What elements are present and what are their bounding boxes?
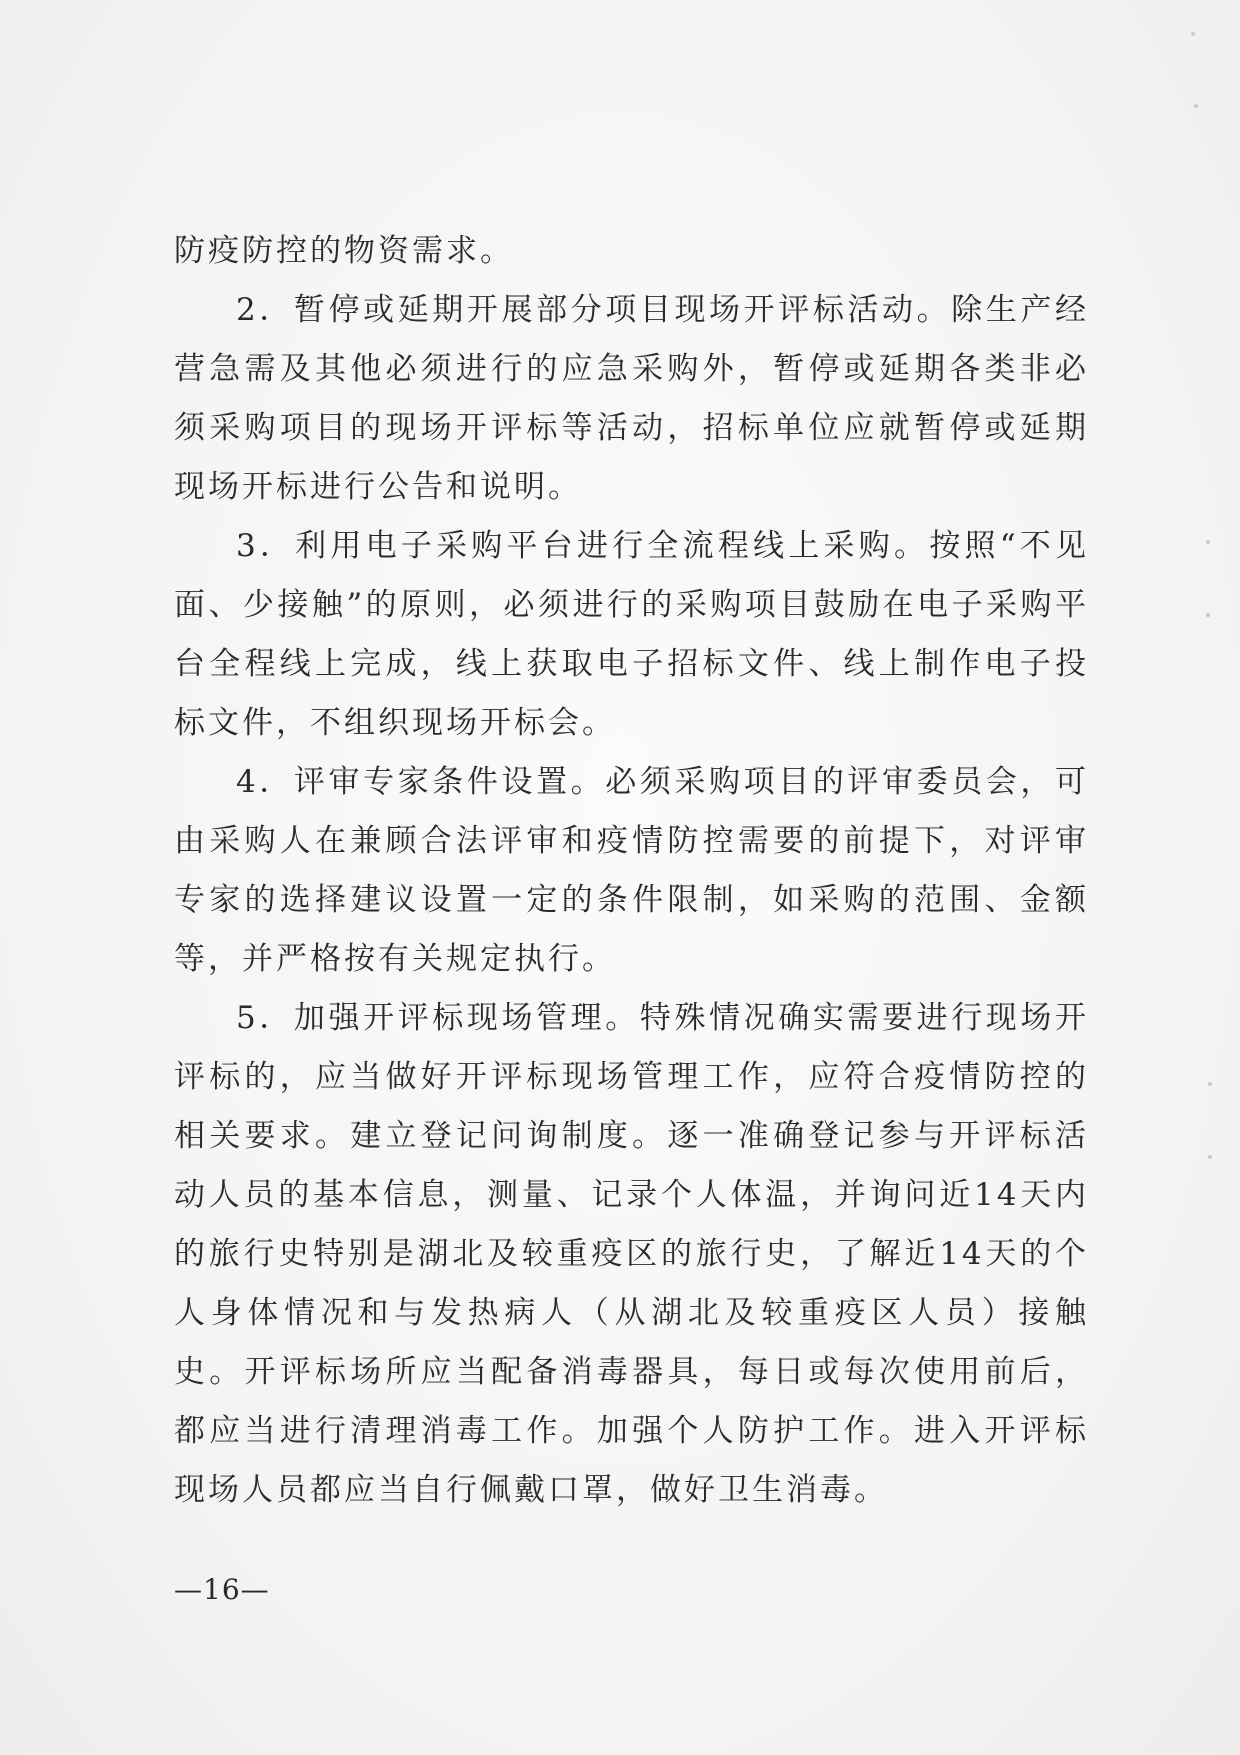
document-body xyxy=(174,222,1089,1520)
paragraph-continuation: 防疫防控的物资需求。 xyxy=(174,233,514,269)
scan-speck xyxy=(1208,1155,1212,1159)
page-number: —16— xyxy=(174,1573,270,1606)
scan-speck xyxy=(1191,32,1195,36)
paragraph-item-3: 3．利用电子采购平台进行全流程线上采购。按照“不见面、少接触”的原则，必须进行的采购项目鼓励在电子采购平台全程线上完成，线上获取电子招标文件、线上制作电子投标文件，不组织现场开标会。 xyxy=(174,528,1089,741)
paragraph-item-2: 2．暂停或延期开展部分项目现场开评标活动。除生产经营急需及其他必须进行的应急采购外，暂停或延期各类非必须采购项目的现场开评标等活动，招标单位应就暂停或延期现场开标进行公告和说明。 xyxy=(174,292,1089,505)
paragraph-item-5: 5．加强开评标现场管理。特殊情况确实需要进行现场开评标的，应当做好开评标现场管理工作，应符合疫情防控的相关要求。建立登记问询制度。逐一准确登记参与开评标活动人员的基本信息，测量、记录个人体温，并询问近14天内的旅行史特别是湖北及较重疫区的旅行史，了解近14天的个人身体情况和与发热病人（从湖北及较重疫区人员）接触史。开评标场所应当配备消毒器具，每日或每次使用前后，都应当进行清理消毒工作。加强个人防护工作。进入开评标现场人员都应当自行佩戴口罩，做好卫生消毒。 xyxy=(174,1000,1089,1508)
paragraph-item-4: 4．评审专家条件设置。必须采购项目的评审委员会，可由采购人在兼顾合法评审和疫情防控需要的前提下，对评审专家的选择建议设置一定的条件限制，如采购的范围、金额等，并严格按有关规定执行。 xyxy=(174,764,1089,977)
scan-speck xyxy=(1208,1082,1212,1086)
scan-speck xyxy=(1206,540,1210,544)
scan-speck xyxy=(1206,613,1210,617)
scan-speck xyxy=(1194,104,1198,108)
